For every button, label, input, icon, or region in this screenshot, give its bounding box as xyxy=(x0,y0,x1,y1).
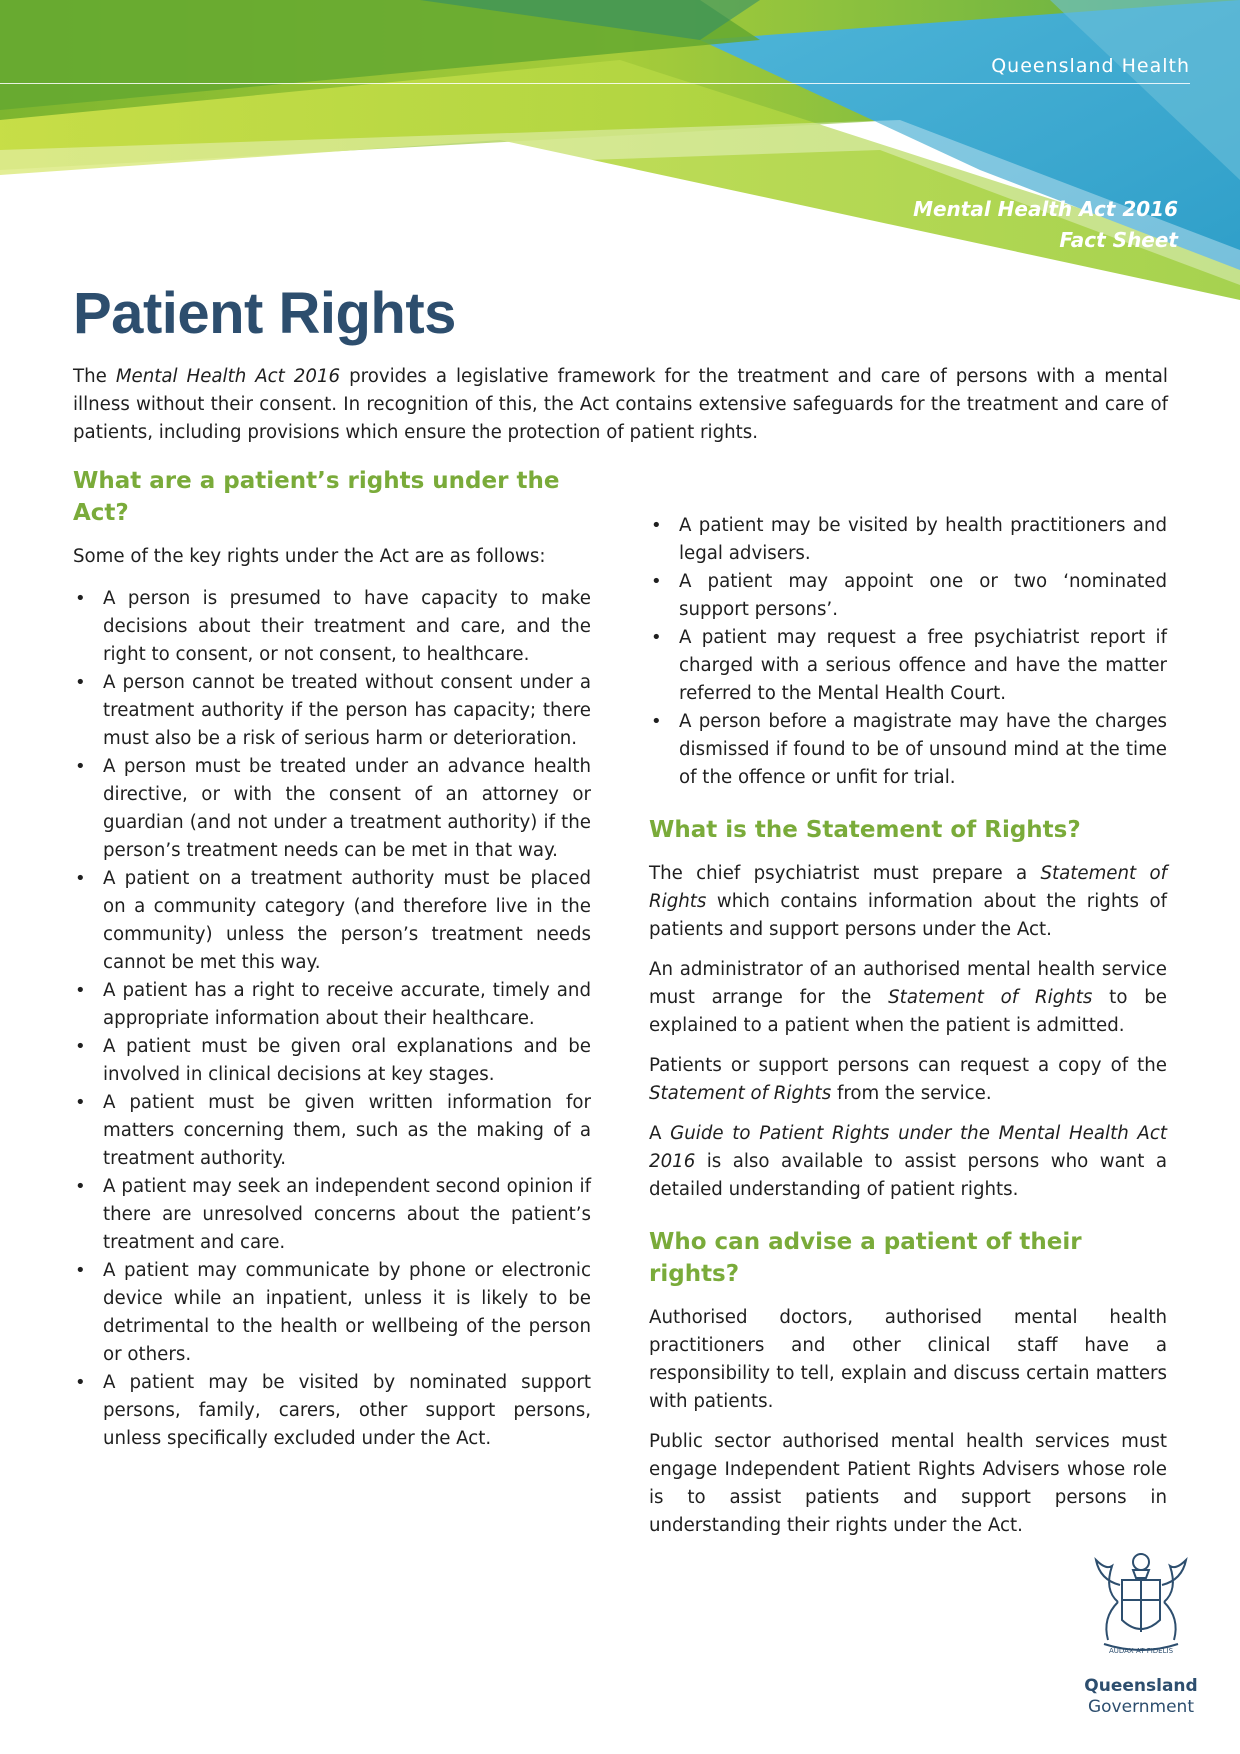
bullet-icon: • xyxy=(75,588,86,609)
bullet-icon: • xyxy=(75,1176,86,1197)
bullet-icon: • xyxy=(75,756,86,777)
list-item: • A patient may seek an independent second opinion if there are unresolved concerns about the patient’s treatment and care. xyxy=(73,1173,591,1257)
bullet-icon: • xyxy=(75,868,86,889)
statement-paragraph-1: The chief psychiatrist must prepare a Statement of Rights which contains information about the rights of patients and support persons under the Act. xyxy=(649,863,1167,940)
list-item: • A patient may be visited by health practitioners and legal advisers. xyxy=(649,512,1167,568)
statement-paragraph-3: Patients or support persons can request a copy of the Statement of Rights from the service. xyxy=(649,1055,1167,1104)
bullet-icon: • xyxy=(75,1092,86,1113)
statement-paragraph-2: An administrator of an authorised mental health service must arrange for the Statement of Rights to be explained to a patient when the patient is admitted. xyxy=(649,959,1167,1036)
statement-paragraph-4: A Guide to Patient Rights under the Mental Health Act 2016 is also available to assist persons who want a detailed understanding of patient rights. xyxy=(649,1123,1167,1200)
left-column xyxy=(73,465,591,1453)
section-heading-advise: Who can advise a patient of their rights? xyxy=(649,1229,1082,1287)
list-item: • A patient may be visited by nominated support persons, family, carers, other support persons, unless specifically excluded under the Act. xyxy=(73,1369,591,1453)
list-item: • A patient has a right to receive accurate, timely and appropriate information about their healthcare. xyxy=(73,977,591,1033)
list-item: • A patient may communicate by phone or electronic device while an inpatient, unless it is likely to be detrimental to the health or wellbeing of the person or others. xyxy=(73,1257,591,1369)
bullet-icon: • xyxy=(651,627,662,648)
series-act: Mental Health Act 2016 xyxy=(913,197,1178,221)
gov-name-line2: Government xyxy=(1087,1697,1195,1717)
gov-name-line1: Queensland xyxy=(1084,1676,1198,1696)
rights-lead: Some of the key rights under the Act are as follows: xyxy=(73,546,546,567)
section-heading-statement: What is the Statement of Rights? xyxy=(649,817,1081,843)
bullet-icon: • xyxy=(651,711,662,732)
advise-paragraph-2: Public sector authorised mental health services must engage Independent Patient Rights Advisers whose role is to assist patients and support persons in understanding their rights under the Act. xyxy=(649,1431,1167,1536)
crest-motto: AUDAX AT FIDELIS xyxy=(1108,1647,1174,1655)
right-column xyxy=(649,512,1167,1552)
rights-list-left xyxy=(73,585,591,1453)
bullet-icon: • xyxy=(75,980,86,1001)
queensland-government-logo xyxy=(1082,1540,1200,1718)
bullet-icon: • xyxy=(651,515,662,536)
page-title: Patient Rights xyxy=(73,281,456,346)
list-item: • A patient must be given oral explanations and be involved in clinical decisions at key stages. xyxy=(73,1033,591,1089)
brand-name: Queensland Health xyxy=(991,55,1190,77)
bullet-icon: • xyxy=(75,1372,86,1393)
advise-paragraph-1: Authorised doctors, authorised mental health practitioners and other clinical staff have a responsibility to tell, explain and discuss certain matters with patients. xyxy=(649,1307,1167,1412)
list-item: • A patient on a treatment authority must be placed on a community category (and therefore live in the community) unless the person’s treatment needs cannot be met this way. xyxy=(73,865,591,977)
brand-rule xyxy=(0,83,1190,84)
section-heading-rights: What are a patient’s rights under the Act? xyxy=(73,468,560,526)
list-item: • A person cannot be treated without consent under a treatment authority if the person has capacity; there must also be a risk of serious harm or deterioration. xyxy=(73,669,591,753)
list-item: • A patient may request a free psychiatrist report if charged with a serious offence and have the matter referred to the Mental Health Court. xyxy=(649,624,1167,708)
list-item: • A patient may appoint one or two ‘nominated support persons’. xyxy=(649,568,1167,624)
list-item: • A person must be treated under an advance health directive, or with the consent of an attorney or guardian (and not under a treatment authority) if the person’s treatment needs can be met in that way. xyxy=(73,753,591,865)
bullet-icon: • xyxy=(75,672,86,693)
coat-of-arms-icon xyxy=(1082,1540,1200,1668)
bullet-icon: • xyxy=(75,1036,86,1057)
bullet-icon: • xyxy=(75,1260,86,1281)
series-label xyxy=(913,194,1178,256)
list-item: • A person is presumed to have capacity to make decisions about their treatment and care, and the right to consent, or not consent, to healthcare. xyxy=(73,585,591,669)
series-type: Fact Sheet xyxy=(1059,228,1178,252)
intro-pre: The xyxy=(73,366,116,387)
intro-post: provides a legislative framework for the treatment and care of persons with a mental illness without their consent. In recognition of this, the Act contains extensive safeguards for the treatment and care of patients, including provisions which ensure the protection of patient rights. xyxy=(73,366,1168,443)
list-item: • A patient must be given written information for matters concerning them, such as the making of a treatment authority. xyxy=(73,1089,591,1173)
intro-act-name: Mental Health Act 2016 xyxy=(115,366,341,387)
intro-paragraph xyxy=(73,363,1168,447)
rights-list-right xyxy=(649,512,1167,792)
bullet-icon: • xyxy=(651,571,662,592)
list-item: • A person before a magistrate may have the charges dismissed if found to be of unsound mind at the time of the offence or unfit for trial. xyxy=(649,708,1167,792)
